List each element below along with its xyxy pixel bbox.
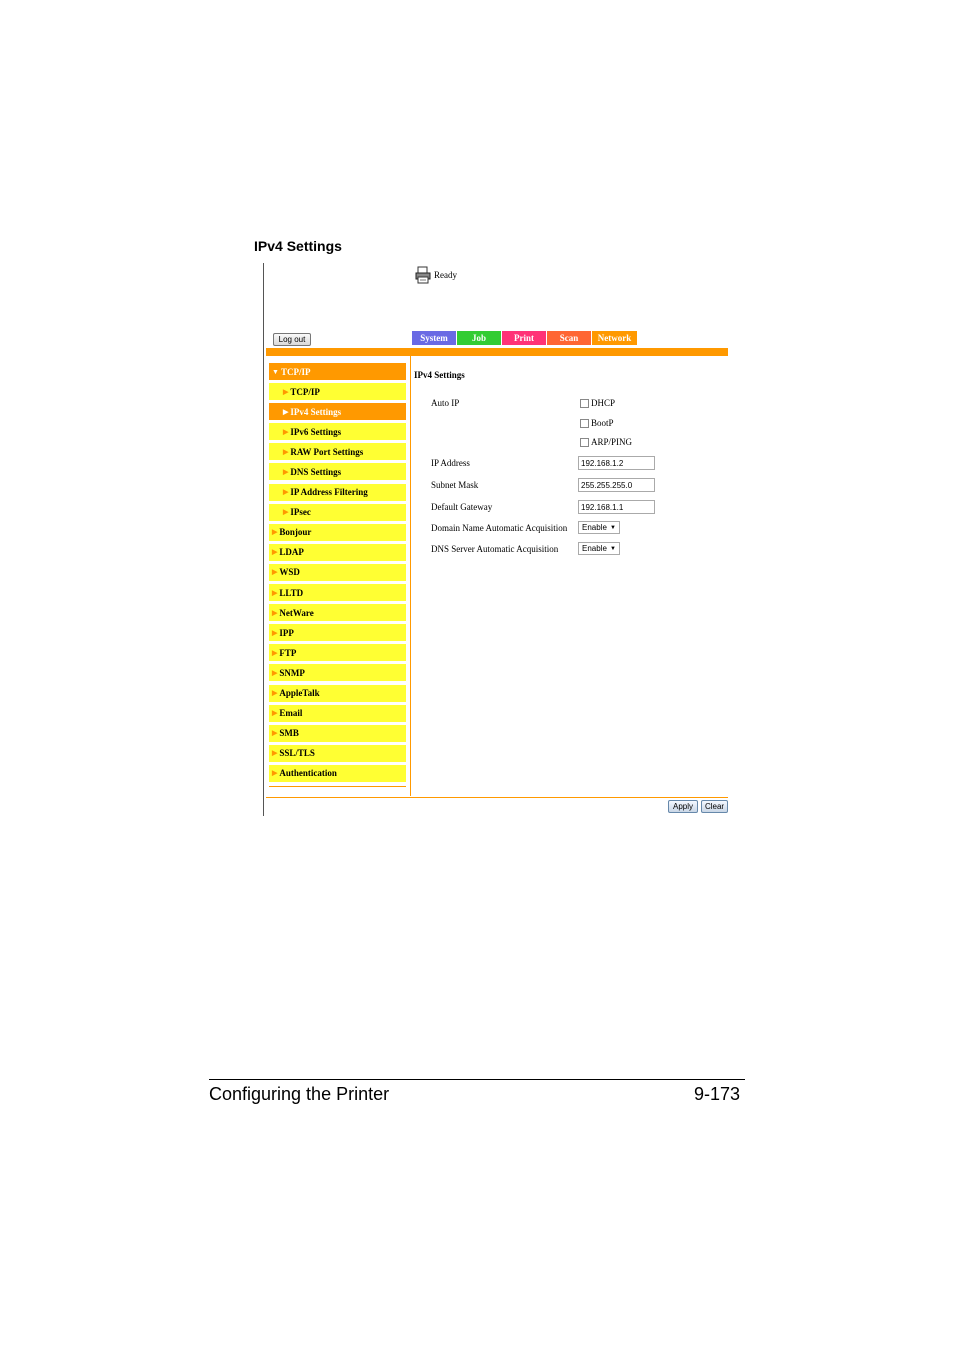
sidebar-item-raw-port-settings[interactable]	[269, 443, 406, 460]
sidebar-item-label: AppleTalk	[279, 688, 320, 698]
triangle-right-icon: ▶	[283, 407, 289, 416]
triangle-right-icon: ▶	[272, 769, 278, 778]
frame-divider	[263, 263, 264, 816]
sidebar-item-ssl-tls[interactable]	[269, 745, 406, 762]
sidebar-item-ipp[interactable]	[269, 624, 406, 641]
ip-address-label: IP Address	[431, 458, 470, 468]
section-heading: IPv4 Settings	[254, 238, 342, 254]
sidebar-item-label: FTP	[279, 647, 297, 658]
subnet-mask-label: Subnet Mask	[431, 480, 479, 490]
triangle-right-icon: ▶	[283, 508, 289, 517]
sidebar-item-email[interactable]	[269, 705, 406, 722]
sidebar-item-label: TCP/IP	[280, 366, 311, 377]
triangle-right-icon: ▶	[283, 467, 289, 476]
header-bar	[266, 348, 728, 356]
tab-system[interactable]: System	[412, 331, 456, 345]
sidebar-item-label: IPP	[279, 627, 294, 638]
bootp-checkbox[interactable]	[580, 418, 614, 428]
sidebar-item-label: IPv4 Settings	[290, 406, 342, 417]
sidebar-item-label: LLTD	[279, 587, 304, 598]
footer-page-number: 9-173	[694, 1084, 741, 1104]
sidebar-item-ipv4-settings[interactable]	[269, 403, 406, 420]
domain-name-acquisition-select[interactable]	[578, 521, 620, 534]
footer-chapter-title: Configuring the Printer	[209, 1084, 390, 1104]
triangle-right-icon: ▶	[283, 447, 289, 456]
dns-server-acquisition-label: DNS Server Automatic Acquisition	[431, 544, 559, 554]
triangle-right-icon: ▶	[272, 729, 278, 738]
default-gateway-label: Default Gateway	[431, 502, 493, 512]
triangle-right-icon: ▶	[272, 689, 278, 697]
triangle-right-icon: ▶	[283, 387, 289, 396]
triangle-right-icon: ▶	[283, 488, 289, 497]
sidebar-item-ipsec[interactable]	[269, 504, 406, 521]
sidebar-item-netware[interactable]	[269, 604, 406, 621]
sidebar-item-ldap[interactable]	[269, 544, 406, 561]
sidebar-item-label: Bonjour	[279, 527, 312, 538]
sidebar-divider	[269, 786, 406, 787]
content-title: IPv4 Settings	[414, 370, 465, 380]
sidebar-item-label: SMB	[279, 728, 299, 739]
triangle-right-icon: ▶	[283, 427, 289, 436]
checkbox-box[interactable]	[580, 438, 589, 447]
triangle-right-icon: ▶	[272, 628, 278, 637]
sidebar-item-dns-settings[interactable]	[269, 463, 406, 480]
sidebar-item-lltd[interactable]	[269, 584, 406, 601]
sidebar-item-label: TCP/IP	[290, 386, 320, 397]
sidebar-item-label: SSL/TLS	[279, 748, 315, 759]
arp-ping-checkbox[interactable]	[580, 437, 632, 447]
sidebar-item-label: NetWare	[279, 607, 314, 618]
checkbox-label: DHCP	[591, 398, 616, 408]
sidebar-item-snmp[interactable]	[269, 664, 406, 681]
triangle-right-icon: ▶	[272, 648, 278, 657]
triangle-right-icon: ▶	[272, 668, 278, 677]
tab-scan[interactable]: Scan	[547, 331, 591, 345]
printer-icon	[414, 266, 432, 284]
checkbox-label: BootP	[591, 418, 614, 428]
sidebar-item-label: SNMP	[279, 667, 305, 678]
chevron-down-icon: ▼	[610, 545, 616, 552]
sidebar-item-label: LDAP	[279, 547, 304, 558]
sidebar-item-label: IPsec	[290, 507, 311, 518]
sidebar-item-appletalk[interactable]	[269, 685, 406, 702]
footer-divider	[266, 797, 728, 798]
sidebar-item-label: IPv6 Settings	[290, 426, 342, 437]
tab-job[interactable]: Job	[457, 331, 501, 345]
sidebar-item-label: IP Address Filtering	[290, 487, 368, 498]
tab-print[interactable]: Print	[502, 331, 546, 345]
sidebar-item-wsd[interactable]	[269, 564, 406, 581]
sidebar-item-smb[interactable]	[269, 725, 406, 742]
page-footer-rule	[209, 1079, 745, 1080]
checkbox-label: ARP/PING	[591, 437, 633, 447]
sidebar-item-ip-address-filtering[interactable]	[269, 484, 406, 501]
domain-name-acquisition-label: Domain Name Automatic Acquisition	[431, 523, 568, 533]
triangle-down-icon: ▼	[272, 367, 279, 376]
tab-network[interactable]: Network	[592, 331, 637, 345]
sidebar-item-tcpip[interactable]	[269, 383, 406, 400]
subnet-mask-input[interactable]	[578, 478, 655, 492]
triangle-right-icon: ▶	[272, 709, 278, 718]
sidebar-item-authentication[interactable]	[269, 765, 406, 782]
logout-button[interactable]: Log out	[273, 333, 311, 346]
triangle-right-icon: ▶	[272, 548, 278, 557]
chevron-down-icon: ▼	[610, 524, 616, 531]
apply-button[interactable]: Apply	[668, 800, 698, 813]
sidebar-item-tcpip-group[interactable]	[269, 363, 406, 380]
sidebar-item-ftp[interactable]	[269, 644, 406, 661]
sidebar-item-bonjour[interactable]	[269, 524, 406, 541]
sidebar-item-label: RAW Port Settings	[290, 446, 364, 457]
triangle-right-icon: ▶	[272, 749, 278, 758]
select-value: Enable	[582, 544, 607, 553]
ip-address-input[interactable]	[578, 456, 655, 470]
dhcp-checkbox[interactable]	[580, 398, 615, 408]
dns-server-acquisition-select[interactable]	[578, 542, 620, 555]
auto-ip-label: Auto IP	[431, 398, 460, 408]
sidebar-item-label: WSD	[279, 567, 300, 578]
triangle-right-icon: ▶	[272, 608, 278, 617]
clear-button[interactable]: Clear	[701, 800, 728, 813]
select-value: Enable	[582, 523, 607, 532]
triangle-right-icon: ▶	[272, 568, 278, 577]
sidebar-item-label: DNS Settings	[290, 466, 342, 477]
triangle-right-icon: ▶	[272, 528, 278, 537]
sidebar-item-label: Authentication	[279, 768, 337, 779]
sidebar-item-ipv6-settings[interactable]	[269, 423, 406, 440]
printer-status	[414, 266, 457, 284]
content-divider	[410, 356, 411, 796]
sidebar-item-label: Email	[279, 708, 303, 719]
sidebar-nav	[269, 363, 406, 785]
checkbox-box[interactable]	[580, 419, 589, 428]
triangle-right-icon: ▶	[272, 588, 278, 597]
status-text: Ready	[434, 270, 457, 280]
checkbox-box[interactable]	[580, 399, 589, 408]
default-gateway-input[interactable]	[578, 500, 655, 514]
